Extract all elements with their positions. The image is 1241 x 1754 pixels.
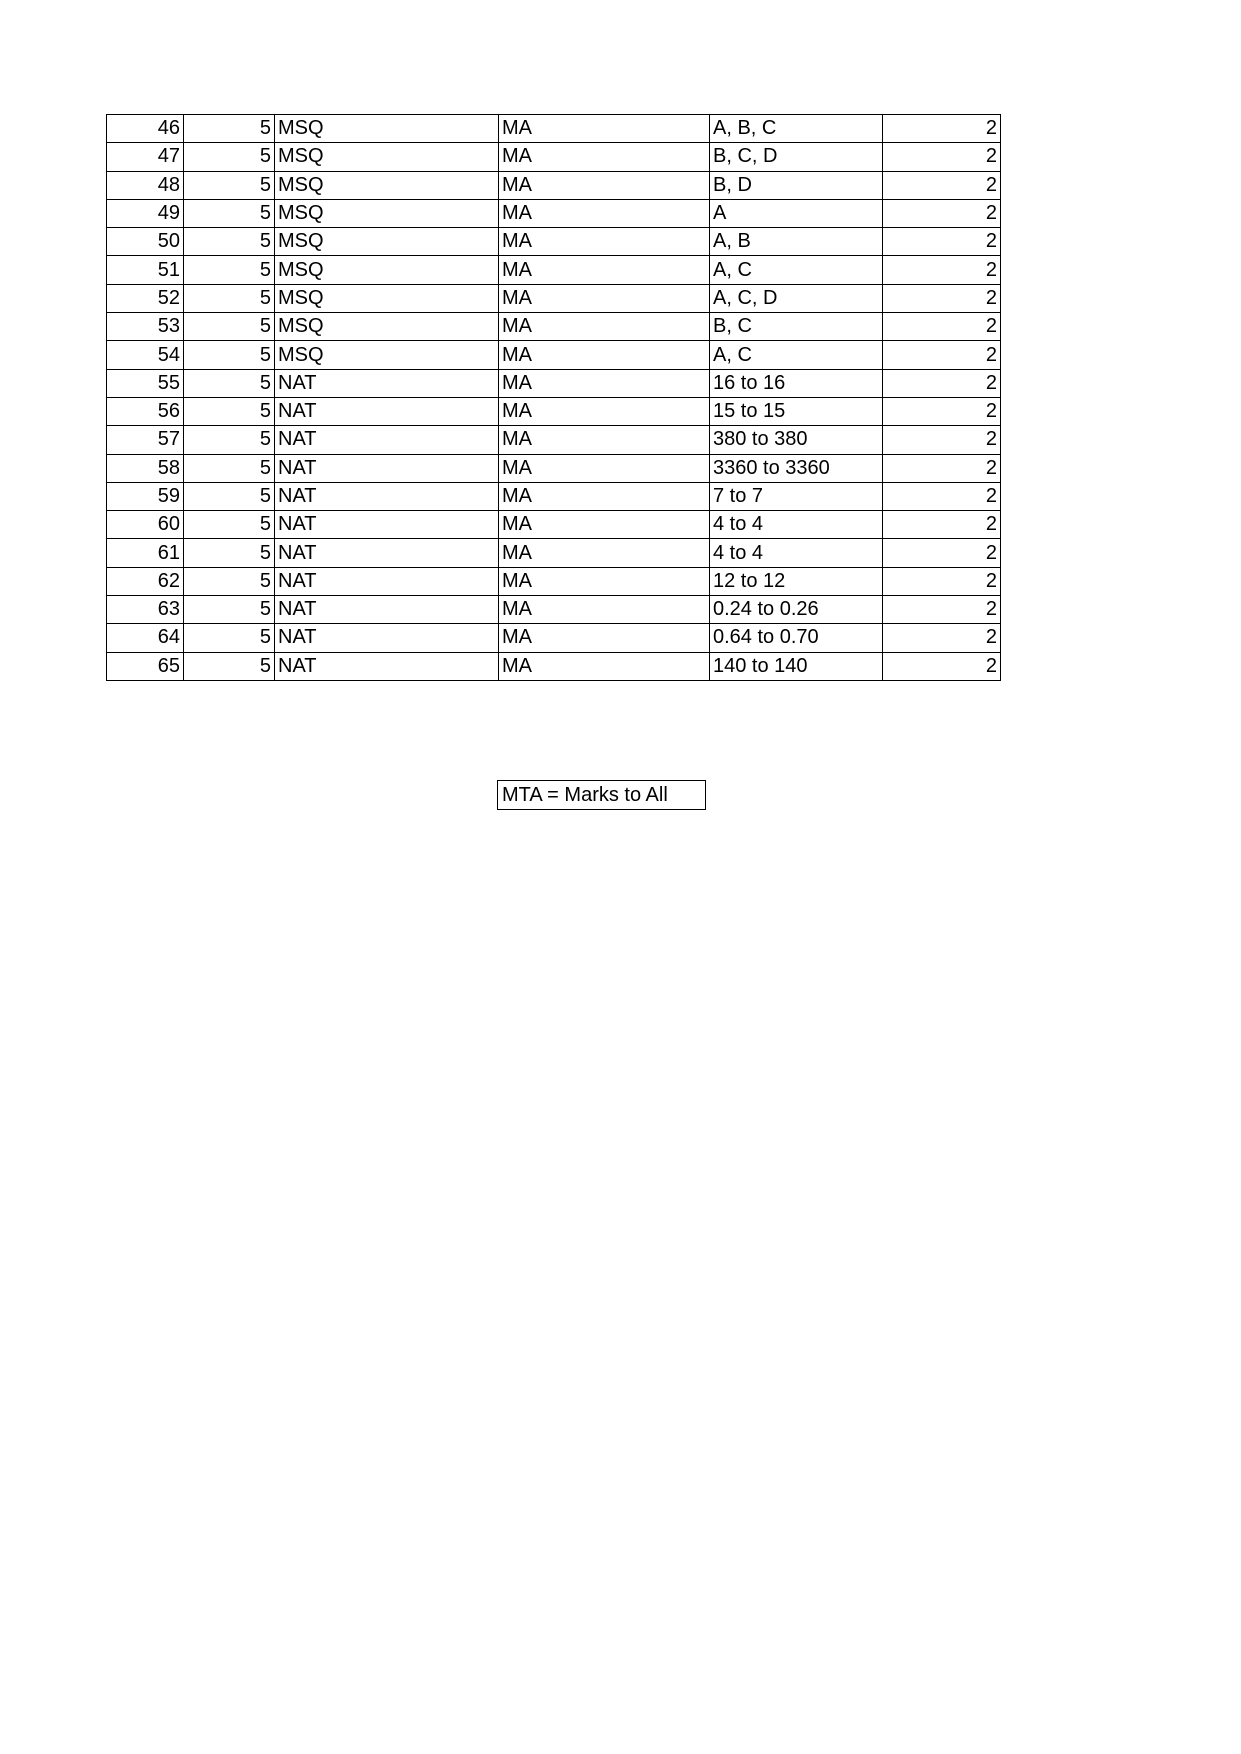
- question-type-cell: MSQ: [275, 228, 499, 256]
- question-type-cell: MSQ: [275, 115, 499, 143]
- answer-key-cell: A: [710, 199, 883, 227]
- key-status-cell: MA: [499, 369, 710, 397]
- question-number-cell: 53: [107, 313, 184, 341]
- table-row: [107, 171, 1001, 199]
- question-number-cell: 63: [107, 596, 184, 624]
- answer-key-cell: 4 to 4: [710, 539, 883, 567]
- question-type-cell: NAT: [275, 567, 499, 595]
- section-cell: 5: [184, 199, 275, 227]
- section-cell: 5: [184, 256, 275, 284]
- table-row: [107, 256, 1001, 284]
- marks-cell: 2: [883, 482, 1001, 510]
- section-cell: 5: [184, 482, 275, 510]
- question-number-cell: 62: [107, 567, 184, 595]
- answer-key-cell: 0.64 to 0.70: [710, 624, 883, 652]
- marks-cell: 2: [883, 199, 1001, 227]
- question-type-cell: MSQ: [275, 284, 499, 312]
- table-row: [107, 397, 1001, 425]
- answer-key-cell: B, C: [710, 313, 883, 341]
- question-type-cell: MSQ: [275, 199, 499, 227]
- key-status-cell: MA: [499, 171, 710, 199]
- question-number-cell: 54: [107, 341, 184, 369]
- question-number-cell: 59: [107, 482, 184, 510]
- marks-cell: 2: [883, 624, 1001, 652]
- table-row: [107, 369, 1001, 397]
- table-row: [107, 143, 1001, 171]
- answer-key-cell: 380 to 380: [710, 426, 883, 454]
- question-number-cell: 64: [107, 624, 184, 652]
- table-row: [107, 313, 1001, 341]
- answer-key-cell: 4 to 4: [710, 511, 883, 539]
- question-type-cell: MSQ: [275, 313, 499, 341]
- question-number-cell: 49: [107, 199, 184, 227]
- answer-key-cell: 12 to 12: [710, 567, 883, 595]
- marks-cell: 2: [883, 171, 1001, 199]
- section-cell: 5: [184, 511, 275, 539]
- section-cell: 5: [184, 624, 275, 652]
- answer-key-cell: B, D: [710, 171, 883, 199]
- answer-key-table-body: [107, 115, 1001, 681]
- key-status-cell: MA: [499, 652, 710, 680]
- question-number-cell: 50: [107, 228, 184, 256]
- question-type-cell: MSQ: [275, 171, 499, 199]
- marks-cell: 2: [883, 539, 1001, 567]
- question-type-cell: NAT: [275, 454, 499, 482]
- answer-key-cell: 0.24 to 0.26: [710, 596, 883, 624]
- question-type-cell: NAT: [275, 624, 499, 652]
- marks-cell: 2: [883, 397, 1001, 425]
- question-number-cell: 46: [107, 115, 184, 143]
- question-number-cell: 52: [107, 284, 184, 312]
- answer-key-cell: A, C: [710, 256, 883, 284]
- question-type-cell: NAT: [275, 397, 499, 425]
- key-status-cell: MA: [499, 539, 710, 567]
- section-cell: 5: [184, 284, 275, 312]
- marks-cell: 2: [883, 596, 1001, 624]
- question-type-cell: MSQ: [275, 341, 499, 369]
- key-status-cell: MA: [499, 624, 710, 652]
- marks-cell: 2: [883, 143, 1001, 171]
- question-number-cell: 56: [107, 397, 184, 425]
- answer-key-table: [106, 114, 1001, 681]
- answer-key-cell: 16 to 16: [710, 369, 883, 397]
- key-status-cell: MA: [499, 426, 710, 454]
- marks-cell: 2: [883, 454, 1001, 482]
- marks-cell: 2: [883, 652, 1001, 680]
- section-cell: 5: [184, 567, 275, 595]
- section-cell: 5: [184, 115, 275, 143]
- question-number-cell: 51: [107, 256, 184, 284]
- legend-text: MTA = Marks to All: [502, 784, 668, 806]
- key-status-cell: MA: [499, 482, 710, 510]
- key-status-cell: MA: [499, 567, 710, 595]
- question-type-cell: MSQ: [275, 256, 499, 284]
- table-row: [107, 511, 1001, 539]
- question-number-cell: 55: [107, 369, 184, 397]
- key-status-cell: MA: [499, 454, 710, 482]
- table-row: [107, 228, 1001, 256]
- section-cell: 5: [184, 454, 275, 482]
- key-status-cell: MA: [499, 115, 710, 143]
- table-row: [107, 652, 1001, 680]
- marks-cell: 2: [883, 228, 1001, 256]
- marks-cell: 2: [883, 341, 1001, 369]
- key-status-cell: MA: [499, 596, 710, 624]
- marks-cell: 2: [883, 256, 1001, 284]
- marks-cell: 2: [883, 426, 1001, 454]
- answer-key-cell: A, B: [710, 228, 883, 256]
- table-row: [107, 624, 1001, 652]
- question-type-cell: NAT: [275, 426, 499, 454]
- answer-key-cell: 140 to 140: [710, 652, 883, 680]
- section-cell: 5: [184, 397, 275, 425]
- section-cell: 5: [184, 228, 275, 256]
- section-cell: 5: [184, 143, 275, 171]
- legend-box: [497, 780, 706, 810]
- question-number-cell: 65: [107, 652, 184, 680]
- key-status-cell: MA: [499, 143, 710, 171]
- question-number-cell: 48: [107, 171, 184, 199]
- key-status-cell: MA: [499, 341, 710, 369]
- key-status-cell: MA: [499, 284, 710, 312]
- question-number-cell: 47: [107, 143, 184, 171]
- answer-key-cell: A, B, C: [710, 115, 883, 143]
- question-number-cell: 57: [107, 426, 184, 454]
- table-row: [107, 596, 1001, 624]
- key-status-cell: MA: [499, 397, 710, 425]
- marks-cell: 2: [883, 369, 1001, 397]
- section-cell: 5: [184, 313, 275, 341]
- question-type-cell: NAT: [275, 511, 499, 539]
- question-type-cell: NAT: [275, 652, 499, 680]
- key-status-cell: MA: [499, 511, 710, 539]
- question-type-cell: NAT: [275, 539, 499, 567]
- table-row: [107, 539, 1001, 567]
- answer-key-cell: A, C, D: [710, 284, 883, 312]
- table-row: [107, 567, 1001, 595]
- section-cell: 5: [184, 596, 275, 624]
- table-row: [107, 199, 1001, 227]
- question-number-cell: 60: [107, 511, 184, 539]
- table-row: [107, 341, 1001, 369]
- question-type-cell: NAT: [275, 482, 499, 510]
- section-cell: 5: [184, 652, 275, 680]
- table-row: [107, 426, 1001, 454]
- key-status-cell: MA: [499, 256, 710, 284]
- section-cell: 5: [184, 341, 275, 369]
- section-cell: 5: [184, 171, 275, 199]
- table-row: [107, 454, 1001, 482]
- marks-cell: 2: [883, 511, 1001, 539]
- answer-key-cell: B, C, D: [710, 143, 883, 171]
- answer-key-cell: 7 to 7: [710, 482, 883, 510]
- question-type-cell: MSQ: [275, 143, 499, 171]
- marks-cell: 2: [883, 567, 1001, 595]
- question-type-cell: NAT: [275, 596, 499, 624]
- marks-cell: 2: [883, 313, 1001, 341]
- answer-key-cell: A, C: [710, 341, 883, 369]
- question-number-cell: 58: [107, 454, 184, 482]
- key-status-cell: MA: [499, 199, 710, 227]
- question-number-cell: 61: [107, 539, 184, 567]
- key-status-cell: MA: [499, 228, 710, 256]
- section-cell: 5: [184, 369, 275, 397]
- key-status-cell: MA: [499, 313, 710, 341]
- section-cell: 5: [184, 426, 275, 454]
- table-row: [107, 115, 1001, 143]
- table-row: [107, 284, 1001, 312]
- answer-key-cell: 15 to 15: [710, 397, 883, 425]
- marks-cell: 2: [883, 284, 1001, 312]
- table-row: [107, 482, 1001, 510]
- section-cell: 5: [184, 539, 275, 567]
- marks-cell: 2: [883, 115, 1001, 143]
- answer-key-cell: 3360 to 3360: [710, 454, 883, 482]
- question-type-cell: NAT: [275, 369, 499, 397]
